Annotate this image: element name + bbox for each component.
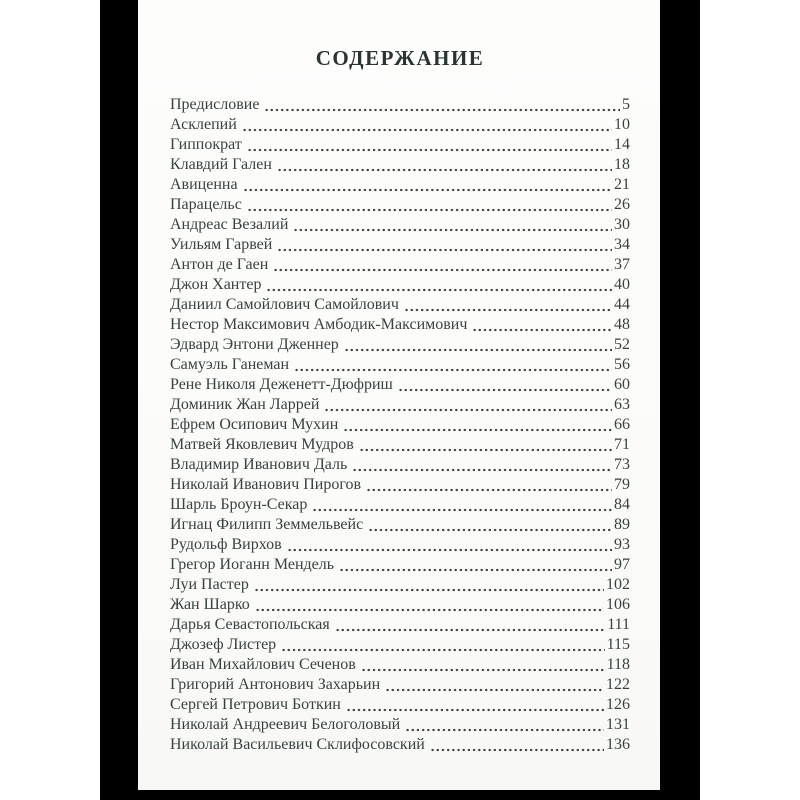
toc-entry-label: Джон Хантер xyxy=(170,276,262,293)
dot-leader xyxy=(366,475,612,495)
dot-leader xyxy=(335,615,605,635)
toc-entry xyxy=(170,315,630,335)
dot-leader xyxy=(352,455,612,475)
toc-entry xyxy=(170,495,630,515)
toc-entry xyxy=(170,275,630,295)
toc-entry-page: 18 xyxy=(614,156,630,173)
toc-entry-page: 37 xyxy=(614,256,630,273)
toc-entry xyxy=(170,655,630,675)
toc-entry-label: Жан Шарко xyxy=(170,596,250,613)
dot-leader xyxy=(273,255,612,275)
toc-entry xyxy=(170,235,630,255)
dot-leader xyxy=(339,555,612,575)
dot-leader xyxy=(385,675,604,695)
dot-leader xyxy=(405,715,604,735)
toc-entry xyxy=(170,395,630,415)
toc-entry-page: 48 xyxy=(614,316,630,333)
dot-leader xyxy=(243,175,612,195)
toc-entry-label: Рене Николя Деженетт-Дюфриш xyxy=(170,376,393,393)
toc-entry-label: Парацельс xyxy=(170,196,242,213)
dot-leader xyxy=(242,115,612,135)
dot-leader xyxy=(344,335,612,355)
toc-entry-page: 97 xyxy=(614,556,630,573)
toc-entry-page: 89 xyxy=(614,516,630,533)
dot-leader xyxy=(359,435,612,455)
toc-entry xyxy=(170,475,630,495)
toc-entry xyxy=(170,295,630,315)
dot-leader xyxy=(266,275,612,295)
toc-entry-page: 79 xyxy=(614,476,630,493)
toc-entry-page: 5 xyxy=(622,96,630,113)
toc-entry-page: 131 xyxy=(606,716,630,733)
dot-leader xyxy=(281,635,604,655)
toc-entry xyxy=(170,335,630,355)
toc-entry xyxy=(170,735,630,755)
toc-entry xyxy=(170,115,630,135)
toc-entry-page: 66 xyxy=(614,416,630,433)
dot-leader xyxy=(404,295,612,315)
toc-entry-label: Григорий Антонович Захарьин xyxy=(170,676,381,693)
dot-leader xyxy=(398,375,612,395)
toc-entry-page: 115 xyxy=(606,636,630,653)
dot-leader xyxy=(264,95,620,115)
dot-leader xyxy=(247,195,612,215)
dot-leader xyxy=(287,535,612,555)
toc-entry-page: 26 xyxy=(614,196,630,213)
table-of-contents xyxy=(170,95,630,755)
toc-entry-label: Доминик Жан Ларрей xyxy=(170,396,320,413)
toc-entry xyxy=(170,635,630,655)
toc-entry-page: 21 xyxy=(614,176,630,193)
dot-leader xyxy=(277,235,612,255)
toc-entry xyxy=(170,595,630,615)
toc-entry xyxy=(170,415,630,435)
toc-entry-page: 126 xyxy=(606,696,630,713)
toc-entry-label: Грегор Иоганн Мендель xyxy=(170,556,335,573)
dot-leader xyxy=(255,595,604,615)
toc-entry-page: 118 xyxy=(606,656,630,673)
toc-entry-label: Асклепий xyxy=(170,116,237,133)
toc-entry-page: 44 xyxy=(614,296,630,313)
toc-entry-page: 60 xyxy=(614,376,630,393)
toc-entry-label: Николай Андреевич Белоголовый xyxy=(170,716,401,733)
toc-entry-label: Николай Васильевич Склифосовский xyxy=(170,736,425,753)
page-title: СОДЕРЖАНИЕ xyxy=(315,46,485,70)
dot-leader xyxy=(346,695,604,715)
toc-entry xyxy=(170,675,630,695)
toc-entry-page: 14 xyxy=(614,136,630,153)
toc-entry-label: Самуэль Ганеман xyxy=(170,356,290,373)
toc-entry-label: Шарль Броун-Секар xyxy=(170,496,308,513)
toc-entry-page: 84 xyxy=(614,496,630,513)
toc-entry-page: 136 xyxy=(606,736,630,753)
dot-leader xyxy=(343,415,612,435)
toc-entry xyxy=(170,695,630,715)
toc-entry-label: Предисловие xyxy=(170,96,260,113)
dot-leader xyxy=(247,135,612,155)
dot-leader xyxy=(361,655,605,675)
toc-entry-label: Авиценна xyxy=(170,176,238,193)
toc-entry-label: Антон де Гаен xyxy=(170,256,269,273)
toc-entry-label: Гиппократ xyxy=(170,136,242,153)
book-page xyxy=(138,0,660,790)
toc-entry-page: 102 xyxy=(606,576,630,593)
toc-entry-page: 73 xyxy=(614,456,630,473)
toc-entry xyxy=(170,455,630,475)
dot-leader xyxy=(293,215,612,235)
toc-entry xyxy=(170,575,630,595)
toc-entry xyxy=(170,375,630,395)
toc-entry xyxy=(170,515,630,535)
toc-entry-page: 56 xyxy=(614,356,630,373)
toc-entry-page: 40 xyxy=(614,276,630,293)
toc-entry xyxy=(170,155,630,175)
toc-entry xyxy=(170,195,630,215)
dot-leader xyxy=(368,515,612,535)
toc-entry-label: Луи Пастер xyxy=(170,576,249,593)
toc-entry-label: Матвей Яковлевич Мудров xyxy=(170,436,354,453)
toc-entry-label: Джозеф Листер xyxy=(170,636,277,653)
dot-leader xyxy=(312,495,612,515)
toc-entry-page: 93 xyxy=(614,536,630,553)
toc-entry-label: Дарья Севастопольская xyxy=(170,616,330,633)
toc-entry xyxy=(170,215,630,235)
toc-entry xyxy=(170,715,630,735)
dot-leader xyxy=(277,155,612,175)
toc-entry xyxy=(170,615,630,635)
toc-entry xyxy=(170,355,630,375)
toc-entry-page: 106 xyxy=(606,596,630,613)
toc-entry xyxy=(170,435,630,455)
toc-entry-label: Иван Михайлович Сеченов xyxy=(170,656,356,673)
toc-entry-label: Ефрем Осипович Мухин xyxy=(170,416,339,433)
toc-entry-label: Андреас Везалий xyxy=(170,216,289,233)
toc-entry-page: 10 xyxy=(614,116,630,133)
dot-leader xyxy=(324,395,612,415)
toc-entry-label: Игнац Филипп Земмельвейс xyxy=(170,516,364,533)
toc-entry-label: Сергей Петрович Боткин xyxy=(170,696,341,713)
toc-entry-page: 111 xyxy=(607,616,630,633)
toc-entry-label: Даниил Самойлович Самойлович xyxy=(170,296,399,313)
toc-entry-page: 52 xyxy=(614,336,630,353)
toc-entry xyxy=(170,255,630,275)
toc-entry xyxy=(170,95,630,115)
dot-leader xyxy=(254,575,604,595)
toc-entry-page: 122 xyxy=(606,676,630,693)
toc-entry xyxy=(170,555,630,575)
toc-entry-page: 30 xyxy=(614,216,630,233)
toc-entry-page: 34 xyxy=(614,236,630,253)
toc-entry-page: 71 xyxy=(614,436,630,453)
toc-entry xyxy=(170,135,630,155)
toc-entry-label: Николай Иванович Пирогов xyxy=(170,476,362,493)
toc-entry-label: Эдвард Энтони Дженнер xyxy=(170,336,339,353)
toc-entry xyxy=(170,535,630,555)
toc-entry-page: 63 xyxy=(614,396,630,413)
dot-leader xyxy=(472,315,612,335)
toc-entry-label: Уильям Гарвей xyxy=(170,236,273,253)
toc-entry xyxy=(170,175,630,195)
dot-leader xyxy=(430,735,604,755)
toc-entry-label: Владимир Иванович Даль xyxy=(170,456,348,473)
toc-entry-label: Рудольф Вирхов xyxy=(170,536,282,553)
toc-entry-label: Нестор Максимович Амбодик-Максимович xyxy=(170,316,468,333)
dot-leader xyxy=(294,355,612,375)
toc-entry-label: Клавдий Гален xyxy=(170,156,272,173)
